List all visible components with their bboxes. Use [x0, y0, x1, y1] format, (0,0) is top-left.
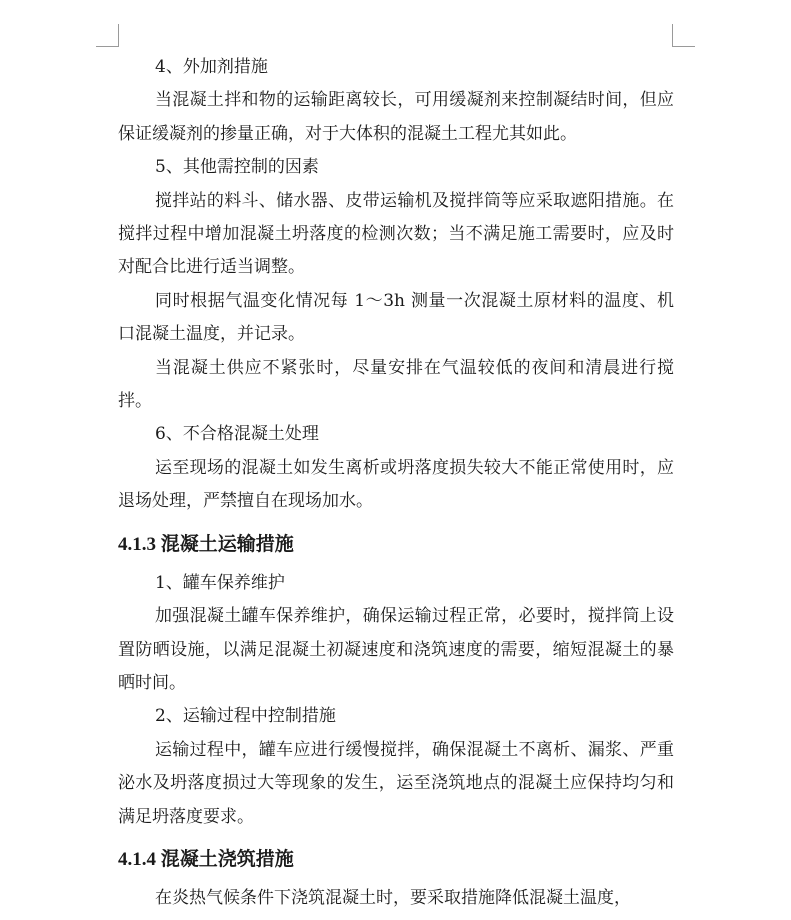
paragraph-return-disposal: 运至现场的混凝土如发生离析或坍落度损失较大不能正常使用时，应退场处理，严禁擅自在现场加水。: [118, 457, 674, 512]
paragraph-sunshade: 搅拌站的料斗、储水器、皮带运输机及搅拌筒等应采取遮阳措施。在搅拌过程中增加混凝土坍落度的检测次数；当不满足施工需要时，应及时对配合比进行适当调整。: [118, 190, 674, 278]
list-item-transport-control: 2、运输过程中控制措施: [155, 706, 336, 727]
paragraph-retarder: 当混凝土拌和物的运输距离较长，可用缓凝剂来控制凝结时间，但应保证缓凝剂的掺量正确，对于大体积的混凝土工程尤其如此。: [118, 90, 674, 144]
document-page: [118, 51, 674, 915]
list-item-other-factors: 5、其他需控制的因素: [155, 157, 319, 178]
section-heading-transport: 4.1.3 混凝土运输措施: [118, 533, 294, 555]
paragraph-hot-weather-pouring: 在炎热气候条件下浇筑混凝土时，要采取措施降低混凝土温度，: [155, 887, 631, 908]
list-item-truck-maintenance: 1、罐车保养维护: [155, 572, 285, 593]
page-corner-mark-top-right: [672, 24, 695, 47]
list-item-admixture: 4、外加剂措施: [155, 57, 268, 77]
section-heading-pouring: 4.1.4 混凝土浇筑措施: [118, 848, 294, 870]
paragraph-night-mixing: 当混凝土供应不紧张时，尽量安排在气温较低的夜间和清晨进行搅拌。: [118, 357, 674, 412]
paragraph-transport-control: 运输过程中，罐车应进行缓慢搅拌，确保混凝土不离析、漏浆、严重泌水及坍落度损过大等现象的发生，运至浇筑地点的混凝土应保持均匀和满足坍落度要求。: [118, 739, 674, 827]
paragraph-temperature-measurement: 同时根据气温变化情况每 1～3h 测量一次混凝土原材料的温度、机口混凝土温度，并记录。: [118, 290, 674, 345]
paragraph-truck-maintenance: 加强混凝土罐车保养维护，确保运输过程正常，必要时，搅拌筒上设置防晒设施，以满足混凝土初凝速度和浇筑速度的需要，缩短混凝土的暴晒时间。: [118, 606, 674, 693]
page-corner-mark-top-left: [96, 24, 119, 47]
list-item-nonconforming: 6、不合格混凝土处理: [155, 424, 319, 445]
